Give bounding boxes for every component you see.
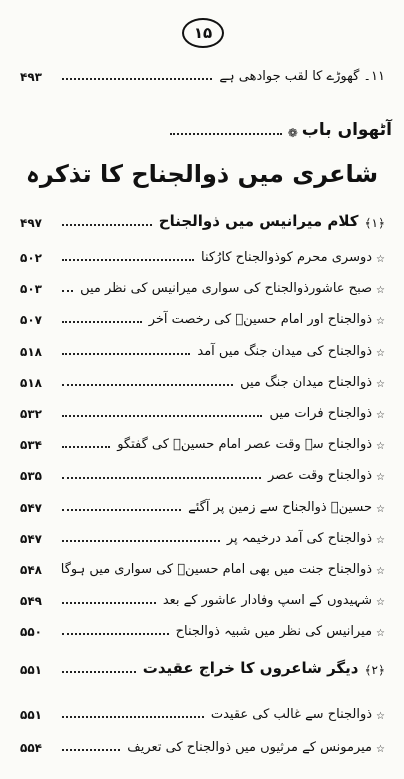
dot-leader [62,352,190,355]
section-marker: ﴿۲﴾ [364,663,385,677]
dot-leader [62,414,262,417]
toc-entry [20,586,385,608]
entry-label: ذوالجناح سے غالب کی عقیدت [210,707,373,722]
entry-label: ذوالجناح اور امام حسینؑ کی رخصت آخر [148,312,373,328]
entry-label: ذوالجناح فرات میں [269,406,373,421]
entry-label: ذوالجناح کی آمد درخیمہ پر [226,530,373,546]
toc-entry [20,243,385,265]
entry-page-number: ۵۳۵ [20,469,42,484]
toc-entry [20,430,385,452]
dot-leader [62,77,212,80]
star-icon: ☆ [376,285,385,297]
section-heading-2 [20,655,385,677]
entry-label: ذوالجناح وقت عصر [267,468,373,484]
toc-entry [20,399,385,421]
dot-leader [62,383,233,386]
section-page-number: ۴۹۷ [20,216,42,230]
entry-page-number: ۵۳۲ [20,407,42,421]
star-icon: ☆ [376,378,385,390]
toc-entry [20,461,385,483]
toc-entry [20,337,385,359]
entry-page-number: ۵۰۲ [20,251,42,265]
star-icon: ☆ [376,254,385,265]
entry-label: ذوالجناح کی میدان جنگ میں آمد [197,343,373,359]
star-icon: ☆ [376,441,385,453]
star-icon: ☆ [376,744,385,755]
dot-leader [62,508,181,511]
toc-entry [20,524,385,546]
entry-page-number: ۵۵۱ [20,708,42,722]
toc-entry [20,274,385,296]
chapter-title: شاعری میں ذوالجناح کا تذکرہ [25,160,379,188]
entry-page-number: ۵۵۰ [20,625,42,640]
dot-leader [62,748,120,751]
section-marker: ﴿۱﴾ [364,216,385,230]
entry-label: حسینؑ ذوالجناح سے زمین پر آگئے [188,499,373,515]
chapter-heading [170,114,392,140]
entry-page-number: ۵۱۸ [20,344,42,359]
chapter-label: آٹھواں باب [301,120,392,140]
entry-page-number: ۵۴۷ [20,500,42,515]
star-icon: ☆ [376,347,385,359]
dot-leader [62,601,156,604]
entry-label: ۱۱۔ گھوڑے کا لقب جوادھی ہے [219,69,385,84]
toc-entry [20,368,385,390]
section-label: کلام میرانیس میں ذوالجناح [158,212,359,230]
toc-entry [20,555,385,577]
star-icon: ☆ [376,566,385,577]
toc-entry [20,62,385,84]
toc-entry [20,493,385,515]
toc-entry [20,733,385,755]
section-page-number: ۵۵۱ [20,663,42,677]
entry-label: ذوالجناح جنت میں بھی امام حسینؑ کی سواری میں ہوگا [60,562,373,577]
star-icon: ☆ [376,597,385,609]
entry-label: صبح عاشورذوالجناح کی سواری میرانیس کی نظر میں [80,281,373,297]
entry-page-number: ۵۴۷ [20,531,42,546]
entry-page-number: ۵۴۹ [20,594,42,609]
entry-page-number: ۵۳۴ [20,438,42,453]
section-heading-1 [20,208,385,230]
star-icon: ☆ [376,534,385,546]
dot-leader [62,670,136,673]
dot-leader [62,223,152,226]
star-icon: ☆ [376,711,385,722]
dot-leader [62,539,220,542]
dot-leader [62,632,169,635]
entry-label: ذوالجناح میدان جنگ میں [240,374,373,390]
star-icon: ☆ [376,503,385,515]
star-icon: ☆ [376,628,385,640]
entry-page-number: ۴۹۳ [20,70,42,84]
entry-label: شہیدوں کے اسپ وفادار عاشور کے بعد [162,593,373,609]
dot-leader [170,133,282,135]
dot-leader [62,445,110,448]
entry-page-number: ۵۰۳ [20,282,42,297]
entry-label: ذوالجناح سے وقت عصر امام حسینؑ کی گفتگو [117,437,373,453]
entry-label: میرانیس کی نظر میں شبیہ ذوالجناح [175,624,373,640]
toc-entry [20,700,385,722]
page-number: ۱۵ [182,18,224,48]
toc-entry [20,305,385,327]
entry-page-number: ۵۴۸ [20,563,42,577]
section-label: دیگر شاعروں کا خراج عقیدت [142,659,359,677]
toc-entry [20,617,385,639]
star-icon: ☆ [376,410,385,421]
ornament-icon: ❁ [287,126,298,140]
entry-page-number: ۵۱۸ [20,375,42,390]
dot-leader [62,258,194,261]
entry-label: میرمونس کے مرثیوں میں ذوالجناح کی تعریف [127,740,373,755]
star-icon: ☆ [376,472,385,484]
entry-label: دوسری محرم کوذوالجناح کارُکنا [201,250,373,265]
entry-page-number: ۵۰۷ [20,313,42,328]
dot-leader [62,715,204,718]
dot-leader [62,320,142,323]
entry-page-number: ۵۵۴ [20,741,42,755]
dot-leader [62,476,261,479]
dot-leader [62,289,73,292]
star-icon: ☆ [376,316,385,328]
